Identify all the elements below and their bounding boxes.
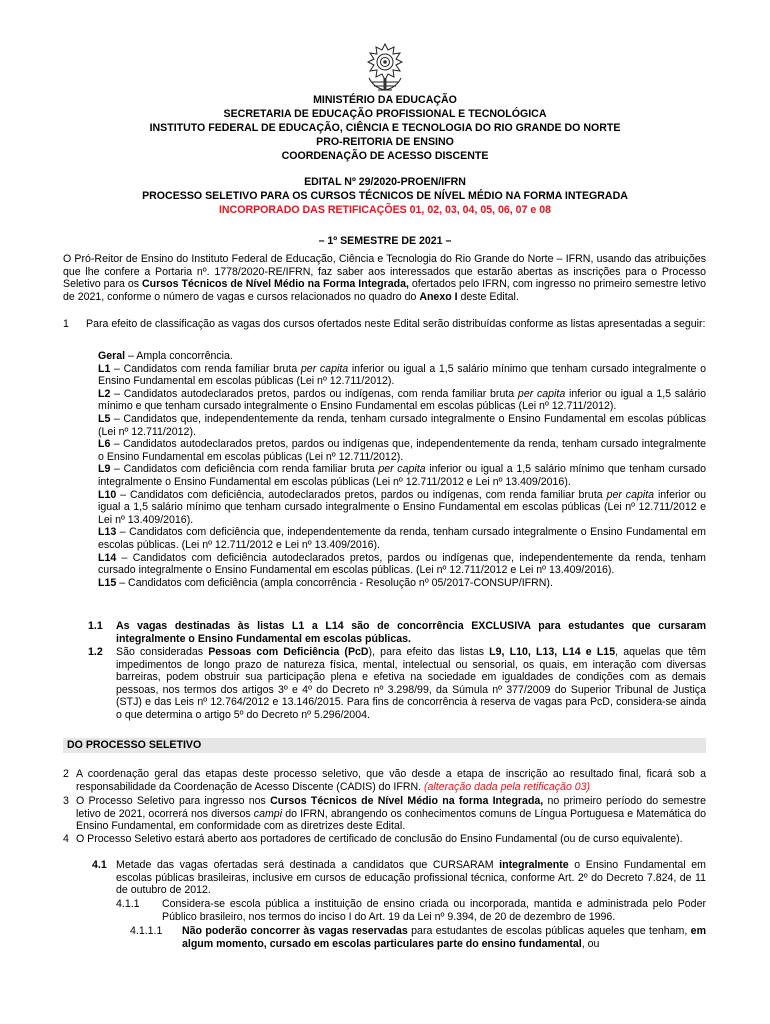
list-geral: Geral – Ampla concorrência. [98, 350, 233, 362]
header-ministry: MINISTÉRIO DA EDUCAÇÃO [313, 94, 457, 106]
item-4-1-number: 4.1 [92, 859, 107, 871]
list-l6: L6 – Candidatos autodeclarados pretos, pardos ou indígenas que, independentemente da renda, tenham cursado integralmente o Ensino Fundamental em escolas públicas (Lei nº 12.711/2012). [98, 438, 706, 463]
section-header-processo-seletivo: DO PROCESSO SELETIVO [63, 738, 706, 753]
semester-label: – 1º SEMESTRE DE 2021 – [318, 235, 452, 247]
item-4-text: O Processo Seletivo estará aberto aos portadores de certificado de conclusão do Ensino Fundamental (ou de curso equivalente). [76, 833, 683, 845]
list-l10: L10 – Candidatos com deficiência, autodeclarados pretos, pardos ou indígenas, com renda familiar bruta per capita inferior ou igual a 1,5 salário mínimo que tenham cursado integralmente o Ensino Fundamental em escolas públicas (Lei nº 12.711/2012 e Lei nº 13.409/2016). [98, 488, 706, 526]
list-l15: L15 – Candidatos com deficiência (ampla concorrência - Resolução nº 05/2017-CONSUP/IFRN). [98, 576, 553, 589]
list-l14: L14 – Candidatos com deficiência autodeclarados pretos, pardos ou indígenas que, independentemente da renda, tenham cursado integralmente o Ensino Fundamental em escolas públicas. (Lei nº 12.711/2012 e Lei nº 13.409/2016). [98, 551, 706, 577]
item-2-number: 2 [63, 768, 69, 780]
item-3-text: O Processo Seletivo para ingresso nos Cursos Técnicos de Nível Médio na forma Integrada, no primeiro período do semestre letivo de 2021, ocorrerá nos diversos campi do IFRN, abrangendo os conhecimentos comuns de Língua Portuguesa e Matemática do Ensino Fundamental, em conformidade com as diretrizes deste Edital. [76, 795, 706, 833]
header-coordenacao: COORDENAÇÃO DE ACESSO DISCENTE [281, 150, 489, 162]
list-l1: L1 – Candidatos com renda familiar bruta per capita inferior ou igual a 1,5 salário mínimo que tenham cursado integralmente o Ensino Fundamental em escolas públicas (Lei nº 12.711/2012). [98, 362, 707, 388]
list-l13: L13 – Candidatos com deficiência que, independentemente da renda, tenham cursado integralmente o Ensino Fundamental em escolas públicas. (Lei nº 12.711/2012 e Lei nº 13.409/2016). [98, 526, 706, 551]
quota-lists [98, 350, 706, 589]
header-instituto: INSTITUTO FEDERAL DE EDUCAÇÃO, CIÊNCIA E TECNOLOGIA DO RIO GRANDE DO NORTE [149, 122, 621, 134]
item-3-number: 3 [63, 795, 69, 807]
coat-of-arms-emblem [362, 42, 408, 94]
item-4-1-text: Metade das vagas ofertadas será destinada a candidatos que CURSARAM integralmente o Ensino Fundamental em escolas públicas brasileiras, inclusive em cursos de educação profissional técnica, conforme Art. 2º do Decreto 7.824, de 11 de outubro de 2012. [116, 859, 707, 897]
item-4-number: 4 [63, 833, 69, 845]
item-1-2-number: 1.2 [88, 646, 103, 658]
item-1-2-text: São consideradas Pessoas com Deficiência (PcD), para efeito das listas L9, L10, L13, L14 e L15, aquelas que têm impedimentos de longo prazo de natureza física, mental, intelectual ou sensorial, os quais, em interação com diversas barreiras, podem obstruir sua participação plena e efetiva na sociedade em igualdades de condições com as demais pessoas, nos termos dos artigos 3º e 4º do Decreto nº 3.298/99, da Súmula nº 377/2009 do Superior Tribunal de Justiça (STJ) e das Leis nº 12.764/2012 e 13.146/2015. Para fins de concorrência à reserva de vagas para PcD, considera-se ainda o que determina o artigo 5º do Decreto nº 5.296/2004. [116, 646, 706, 721]
edital-title: PROCESSO SELETIVO PARA OS CURSOS TÉCNICOS DE NÍVEL MÉDIO NA FORMA INTEGRADA [142, 190, 628, 202]
list-l2: L2 – Candidatos autodeclarados pretos, pardos ou indígenas, com renda familiar bruta per capita inferior ou igual a 1,5 salário mínimo e que tenham cursado integralmente o Ensino Fundamental em escolas públicas (Lei nº 12.711/2012). [98, 387, 706, 413]
edital-number: EDITAL Nº 29/2020-PROEN/IFRN [304, 176, 466, 188]
item-4-1-1-1-text: Não poderão concorrer às vagas reservadas para estudantes de escolas públicas aqueles que tenham, em algum momento, cursado em escolas particulares parte do ensino fundamental, ou [182, 925, 706, 950]
retificacoes-notice: INCORPORADO DAS RETIFICAÇÕES 01, 02, 03, 04, 05, 06, 07 e 08 [218, 204, 552, 216]
item-1-1-number: 1.1 [88, 620, 103, 632]
header-pro-reitoria: PRO-REITORIA DE ENSINO [316, 136, 454, 148]
list-l9: L9 – Candidatos com deficiência com renda familiar bruta per capita inferior ou igual a 1,5 salário mínimo que tenham cursado integralmente o Ensino Fundamental em escolas públicas (Lei nº 12.711/2012 e Lei nº 13.409/2016). [98, 463, 706, 488]
item-4-1-1-number: 4.1.1 [116, 898, 140, 910]
item-1-number: 1 [63, 318, 69, 330]
item-2-text: A coordenação geral das etapas deste processo seletivo, que vão desde a etapa de inscrição ao resultado final, ficará sob a responsabilidade da Coordenação de Acesso Discente (CADIS) do IFRN. (alteração dada pela retificação 03) [76, 768, 706, 793]
item-4-1-1-text: Considera-se escola pública a instituição de ensino criada ou incorporada, mantida e administrada pelo Poder Público brasileiro, nos termos do inciso I do Art. 19 da Lei nº 9.394, de 20 de dezembro de 1996. [162, 898, 706, 923]
list-l5: L5 – Candidatos que, independentemente da renda, tenham cursado integralmente o Ensino Fundamental em escolas públicas (Lei nº 12.711/2012). [98, 412, 706, 438]
intro-paragraph: O Pró-Reitor de Ensino do Instituto Federal de Educação, Ciência e Tecnologia do Rio Grande do Norte – IFRN, usando das atribuições que lhe confere a Portaria nº. 1778/2020-RE/IFRN, faz saber aos interessados que estarão abertas as inscrições para o Processo Seletivo para os Cursos Técnicos de Nível Médio na Forma Integrada, ofertados pelo IFRN, com ingresso no primeiro semestre letivo de 2021, conforme o número de vagas e cursos relacionados no quadro do Anexo I deste Edital. [63, 253, 706, 303]
item-1-text: Para efeito de classificação as vagas dos cursos ofertados neste Edital serão distribuídas conforme as listas apresentadas a seguir: [86, 318, 706, 330]
item-4-1-1-1-number: 4.1.1.1 [130, 925, 163, 937]
item-1-1-text: As vagas destinadas às listas L1 a L14 são de concorrência EXCLUSIVA para estudantes que cursaram integralmente o Ensino Fundamental em escolas públicas. [116, 620, 706, 645]
header-secretaria: SECRETARIA DE EDUCAÇÃO PROFISSIONAL E TECNOLÓGICA [223, 108, 547, 120]
